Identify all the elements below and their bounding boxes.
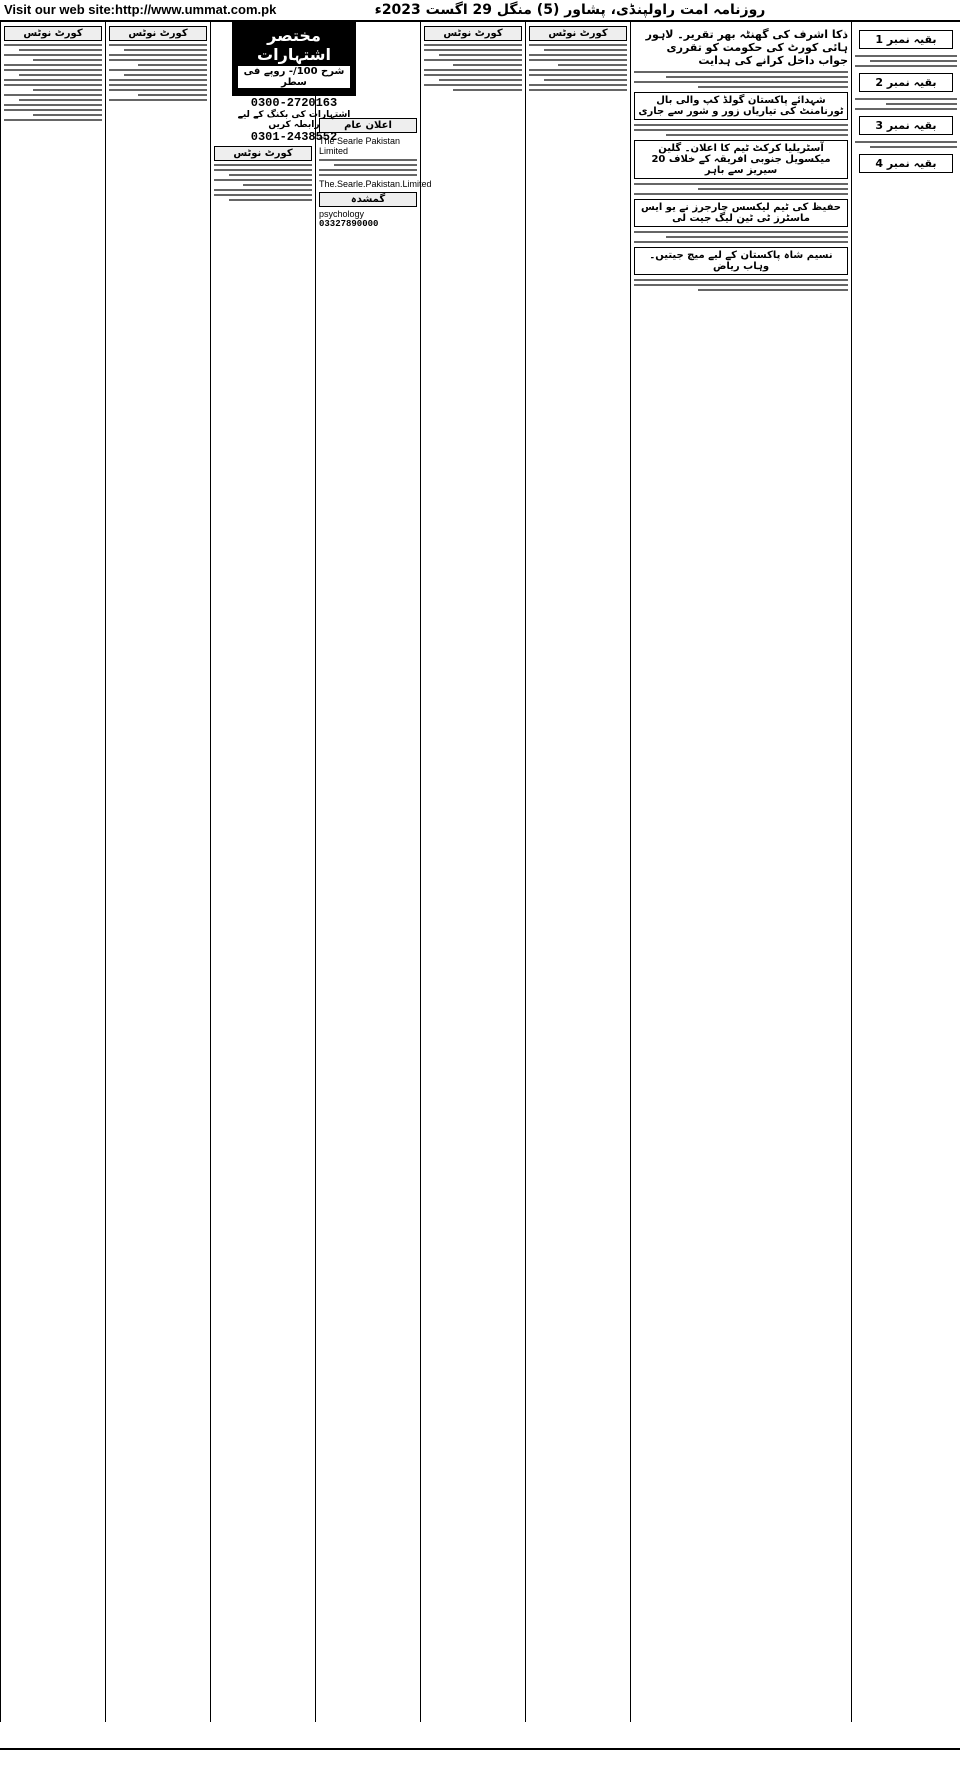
psychology-text: psychology	[319, 209, 365, 219]
court-notice-header-5: کورٹ نوٹس	[424, 26, 522, 41]
footer-band	[0, 1748, 960, 1774]
column-3-text	[214, 164, 312, 201]
column-1-text	[4, 44, 102, 121]
column-5-text	[424, 44, 522, 91]
column-4	[315, 22, 432, 1722]
court-notice-header: کورٹ نوٹس	[4, 26, 102, 41]
masthead-dateline: روزنامہ امت راولپنڈی، پشاور (5) منگل 29 اگست 2023ء	[374, 2, 766, 18]
classified-ad-rate: شرح 100/- روپے فی سطر	[238, 66, 350, 88]
newspaper-page	[0, 22, 960, 1752]
column-5	[420, 22, 525, 1722]
column-2	[105, 22, 210, 1722]
court-notice-header-6: کورٹ نوٹس	[529, 26, 627, 41]
continuation-2: بقیہ نمبر 2	[859, 73, 953, 92]
headline-2: شہدائے پاکستان گولڈ کپ والی بال ٹورنامنٹ کی تیاریاں زور و شور سے جاری	[634, 92, 848, 120]
column-6-text	[529, 44, 627, 91]
court-notice-header-3: کورٹ نوٹس	[214, 146, 312, 161]
headline-4: حفیظ کی ٹیم لیکسس چارجرز نے یو ایس ماسٹرز ٹی ٹین لیگ جیت لی	[634, 199, 848, 227]
continuation-3: بقیہ نمبر 3	[859, 116, 953, 135]
column-1	[0, 22, 105, 1722]
headline-5: نسیم شاہ پاکستان کے لیے میچ جیتیں۔ وہاب ریاض	[634, 247, 848, 275]
website-url[interactable]: Visit our web site:http://www.ummat.com.pk	[4, 2, 277, 17]
classified-phone-2[interactable]: 0301-2438552	[250, 130, 338, 144]
column-news	[630, 22, 851, 1722]
lost-phone: 03327890000	[319, 219, 379, 229]
continuation-1: بقیہ نمبر 1	[859, 30, 953, 49]
headline-3: آسٹریلیا کرکٹ ٹیم کا اعلان۔ گلین میکسویل جنوبی افریقہ کے خلاف 20 سیریز سے باہر	[634, 140, 848, 179]
continuation-4: بقیہ نمبر 4	[859, 154, 953, 173]
searle-notice-2: The.Searle.Pakistan.Limited	[319, 179, 432, 189]
lost-notice-header: گمشدہ	[319, 192, 417, 207]
classified-phone-1[interactable]: 0300-2720163	[250, 96, 338, 110]
classified-phones	[232, 96, 356, 144]
classified-ad-title: مختصر اشتہارات	[257, 26, 331, 64]
column-3	[210, 22, 315, 1722]
headline-1: ذکا اشرف کی گھنٹہ بھر تقریر۔ لاہور ہائی کورٹ کی حکومت کو تقرری جواب داخل کرانے کی ہدایت	[645, 28, 848, 67]
column-2-text	[109, 44, 207, 101]
searle-notice-1: The Searle Pakistan Limited	[319, 136, 401, 156]
court-notice-header-2: کورٹ نوٹس	[109, 26, 207, 41]
column-6	[525, 22, 630, 1722]
public-notice-header: اعلان عام	[319, 118, 417, 133]
classified-booking: اشتہارات کی بکنگ کے لیے رابطہ کریں	[237, 110, 351, 130]
classified-ad-box	[232, 22, 356, 96]
column-continuations	[851, 22, 960, 1722]
